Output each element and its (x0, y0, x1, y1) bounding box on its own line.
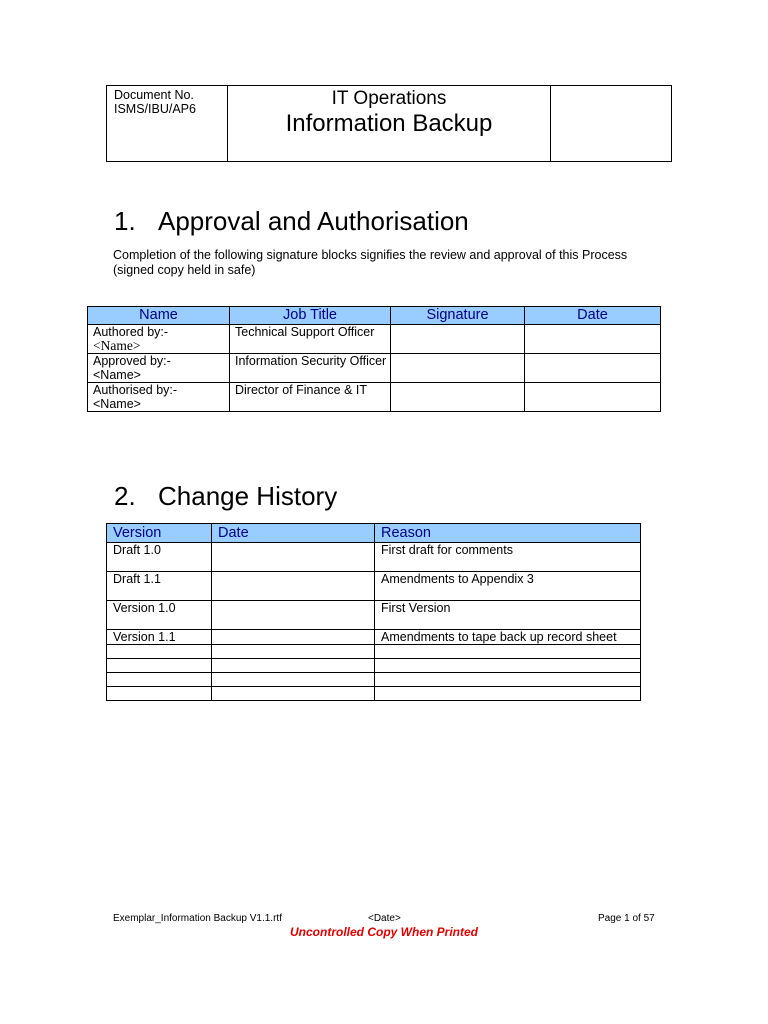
uncontrolled-copy-notice: Uncontrolled Copy When Printed (290, 925, 478, 939)
column-header-reason: Reason (375, 524, 641, 543)
table-row (88, 383, 661, 412)
date-cell (525, 383, 661, 412)
version-cell (107, 659, 212, 673)
version-cell: Draft 1.0 (107, 543, 212, 572)
table-row (107, 673, 641, 687)
name-placeholder: <Name> (93, 368, 141, 382)
document-subtitle: IT Operations (331, 88, 447, 109)
footer-page-number: Page 1 of 57 (598, 913, 655, 924)
section-title: Approval and Authorisation (158, 206, 469, 236)
name-cell (88, 354, 230, 383)
name-placeholder: <Name> (93, 397, 141, 411)
column-header-version: Version (107, 524, 212, 543)
reason-cell (375, 687, 641, 701)
reason-cell (375, 659, 641, 673)
role-label: Approved by:- (93, 354, 171, 368)
role-label: Authored by:- (93, 325, 169, 339)
reason-cell: First draft for comments (375, 543, 641, 572)
date-cell (212, 630, 375, 645)
document-title-cell (228, 86, 551, 162)
document-number: ISMS/IBU/AP6 (114, 102, 196, 116)
intro-paragraph: Completion of the following signature blocks signifies the review and approval of this Process (signed copy held in safe) (113, 248, 628, 277)
table-row (107, 659, 641, 673)
section-title: Change History (158, 481, 338, 511)
change-history-table (106, 523, 641, 701)
table-row (107, 572, 641, 601)
version-cell (107, 673, 212, 687)
name-cell (88, 383, 230, 412)
section-number: 2. (114, 481, 136, 511)
version-cell: Version 1.0 (107, 601, 212, 630)
date-cell (525, 354, 661, 383)
table-row (107, 601, 641, 630)
date-cell (212, 659, 375, 673)
column-header-name: Name (88, 307, 230, 325)
table-row (88, 325, 661, 354)
version-cell (107, 645, 212, 659)
date-cell (212, 687, 375, 701)
table-row (107, 687, 641, 701)
name-placeholder: <Name> (93, 338, 141, 353)
table-row (107, 630, 641, 645)
column-header-signature: Signature (391, 307, 525, 325)
header-blank-cell (550, 86, 671, 162)
column-header-job-title: Job Title (230, 307, 391, 325)
reason-cell: Amendments to Appendix 3 (375, 572, 641, 601)
document-number-cell (107, 86, 228, 162)
date-cell (212, 601, 375, 630)
footer-date: <Date> (368, 913, 401, 924)
section-heading-approval (114, 206, 469, 236)
footer-filename: Exemplar_Information Backup V1.1.rtf (113, 913, 282, 924)
signature-cell (391, 325, 525, 354)
version-cell: Version 1.1 (107, 630, 212, 645)
role-label: Authorised by:- (93, 383, 178, 397)
date-cell (212, 645, 375, 659)
reason-cell: First Version (375, 601, 641, 630)
table-row (88, 354, 661, 383)
date-cell (212, 543, 375, 572)
reason-cell (375, 673, 641, 687)
date-cell (525, 325, 661, 354)
document-number-label: Document No. (114, 88, 194, 102)
reason-cell (375, 645, 641, 659)
table-row (107, 645, 641, 659)
date-cell (212, 673, 375, 687)
section-number: 1. (114, 206, 136, 236)
signature-cell (391, 383, 525, 412)
version-cell: Draft 1.1 (107, 572, 212, 601)
signature-cell (391, 354, 525, 383)
approval-table (87, 306, 661, 412)
section-heading-change-history (114, 481, 337, 511)
column-header-date: Date (212, 524, 375, 543)
job-title-cell: Director of Finance & IT (230, 383, 391, 412)
table-row (107, 543, 641, 572)
job-title-cell: Technical Support Officer (230, 325, 391, 354)
reason-cell: Amendments to tape back up record sheet (375, 630, 641, 645)
document-title: Information Backup (285, 110, 493, 137)
document-header-block (106, 85, 672, 162)
column-header-date: Date (525, 307, 661, 325)
version-cell (107, 687, 212, 701)
job-title-cell: Information Security Officer (230, 354, 391, 383)
date-cell (212, 572, 375, 601)
name-cell (88, 325, 230, 354)
